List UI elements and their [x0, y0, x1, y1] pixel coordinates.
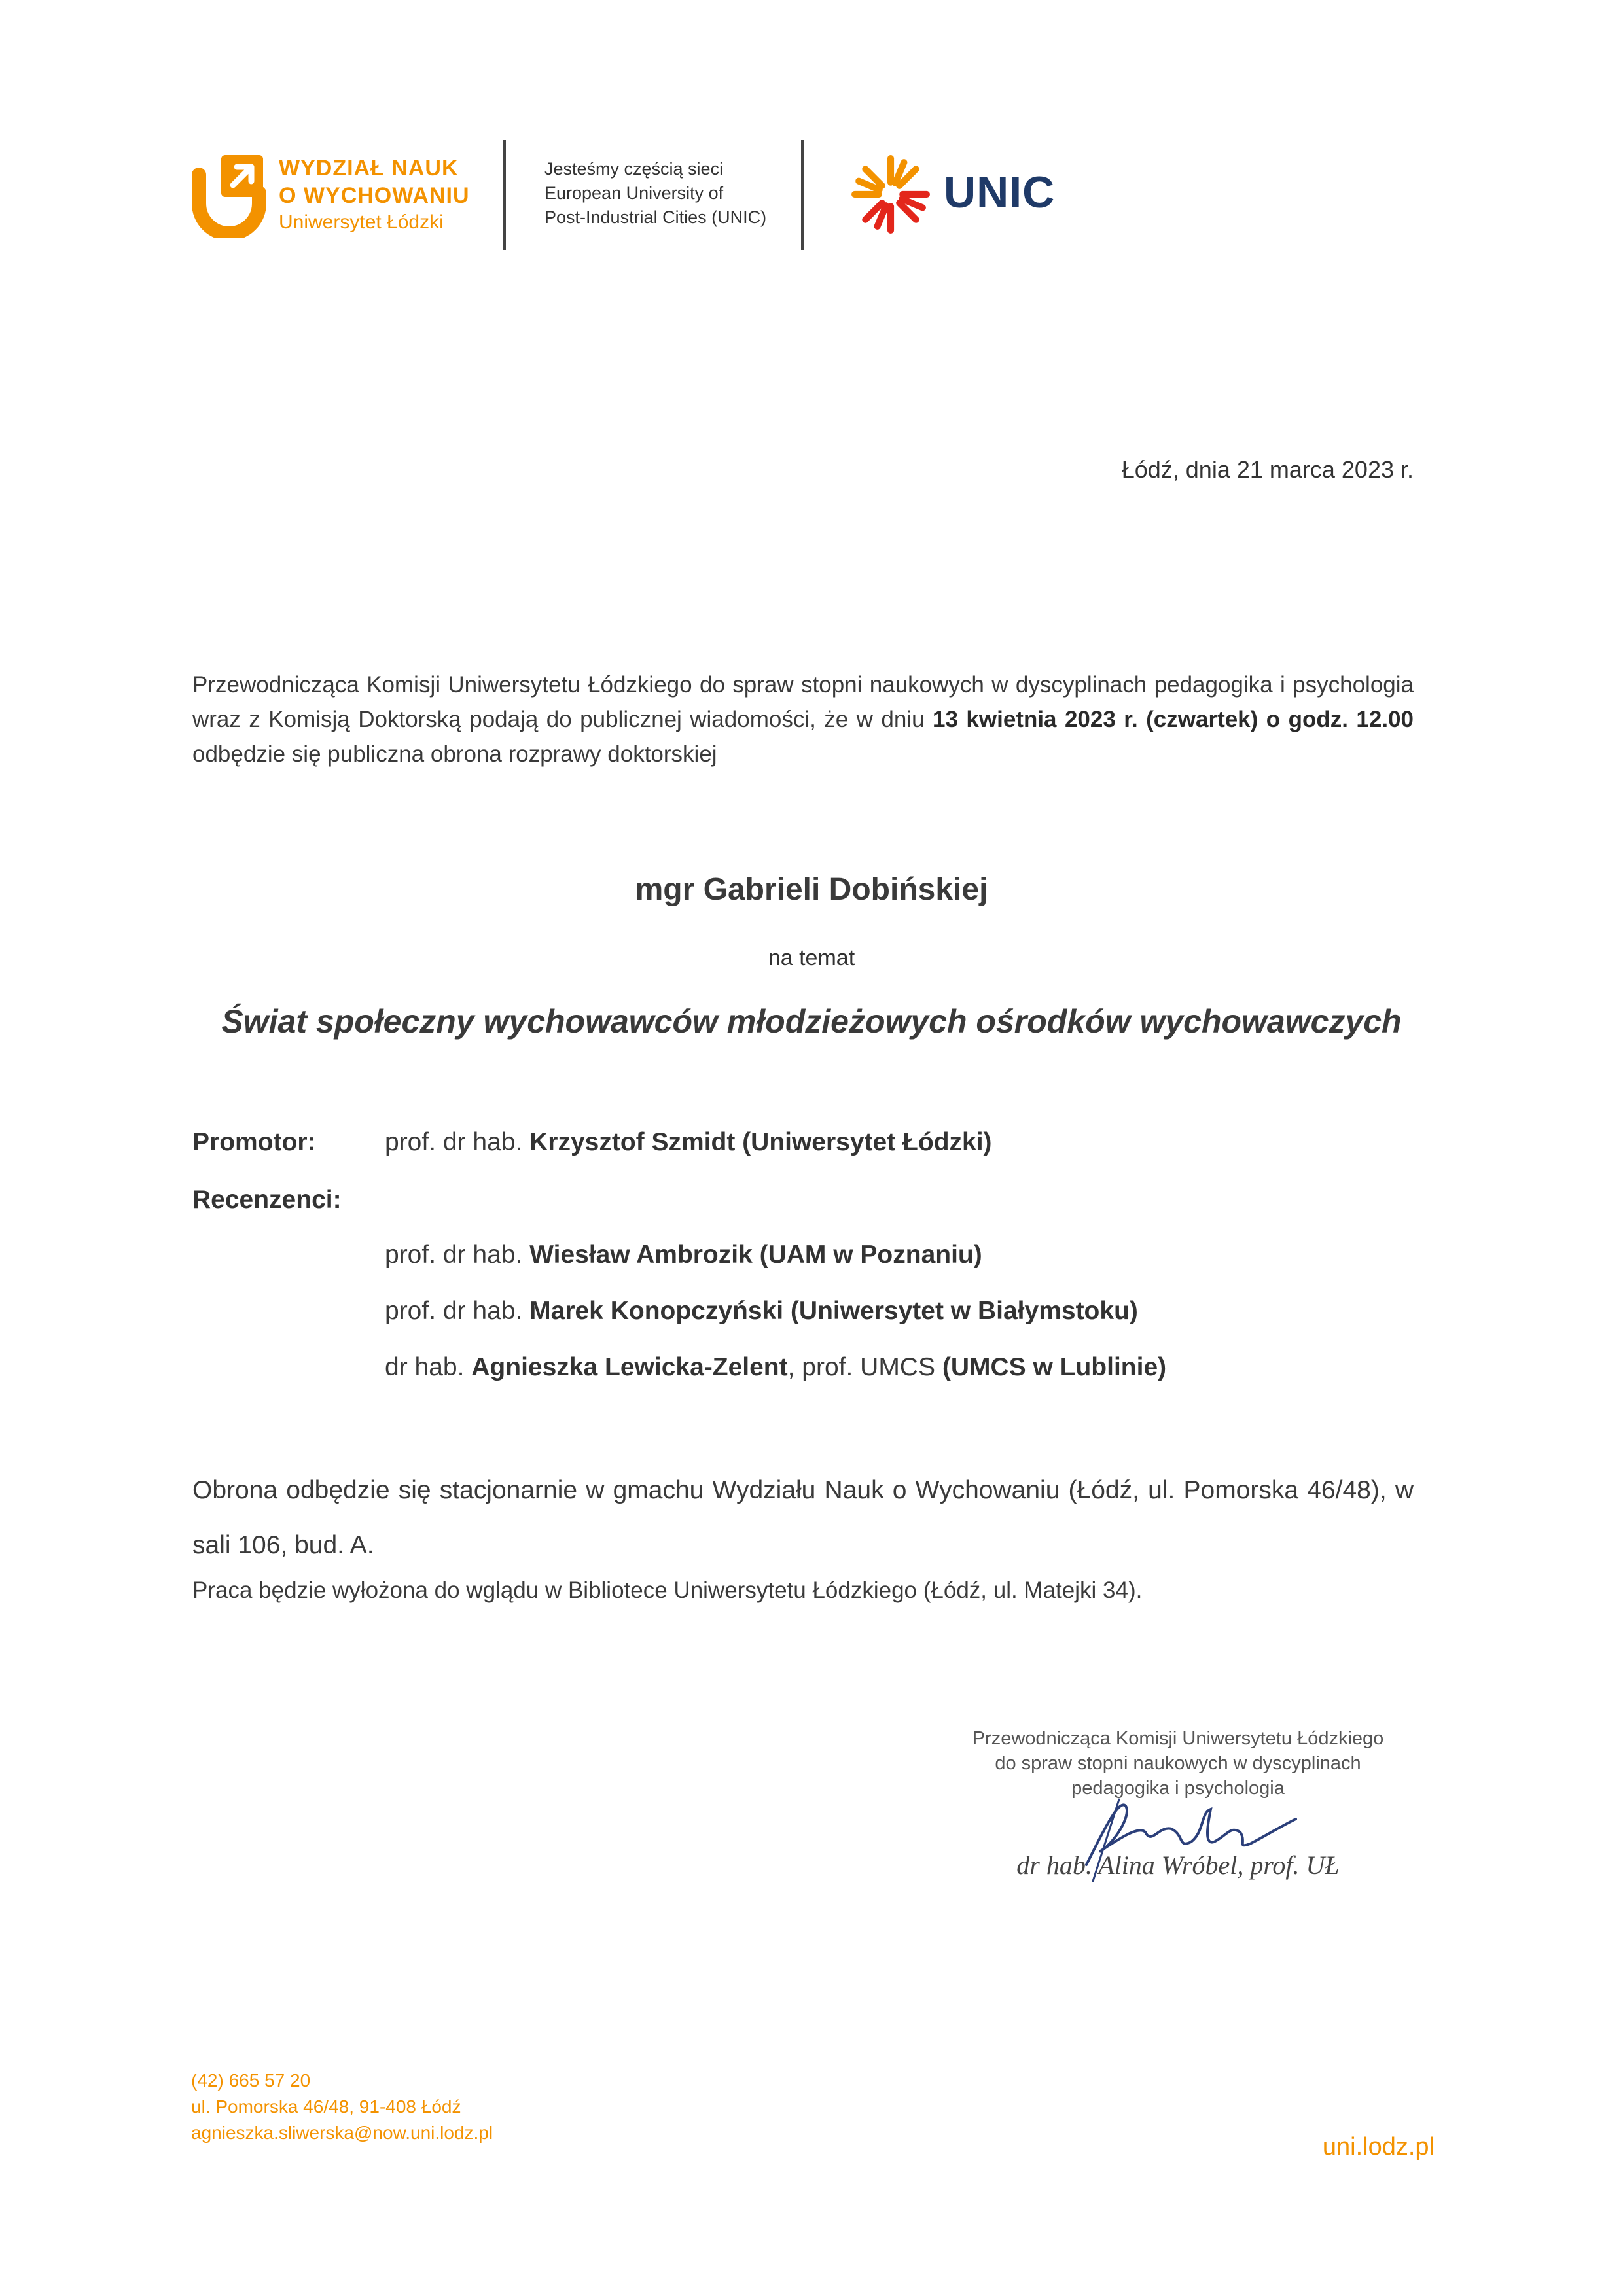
network-membership-text: Jesteśmy częścią sieci European University of Post-Industrial Cities (UNIC): [544, 159, 767, 227]
signatory-name: dr hab. Alina Wróbel, prof. UŁ: [1016, 1850, 1340, 1880]
footer-email[interactable]: agnieszka.sliwerska@now.uni.lodz.pl: [191, 2123, 493, 2143]
signature-stamp: Przewodnicząca Komisji Uniwersytetu Łódzkiego do spraw stopni naukowych w dyscyplinach pedagogika i psychologia: [972, 1728, 1384, 1799]
reviewers-label: Recenzenci:: [192, 1186, 342, 1214]
university-name: Uniwersytet Łódzki: [279, 211, 444, 233]
faculty-name: WYDZIAŁ NAUK O WYCHOWANIU: [279, 156, 470, 208]
promotor-label: Promotor:: [192, 1128, 316, 1156]
reviewer-entry: prof. dr hab. Wiesław Ambrozik (UAM w Poznaniu): [385, 1241, 982, 1269]
announcement-intro: Przewodnicząca Komisji Uniwersytetu Łódzkiego do spraw stopni naukowych w dyscyplinach pedagogika i psychologia wraz z Komisją Doktorską podają do publicznej wiadomości, że w dniu 13 kwietnia 2023 r. (czwartek) o godz. 12.00 odbędzie się publiczna obrona rozprawy doktorskiej: [192, 672, 1414, 767]
reviewer-entry: prof. dr hab. Marek Konopczyński (Uniwersytet w Białymstoku): [385, 1297, 1138, 1325]
topic-label: na temat: [768, 945, 855, 970]
unic-name: UNIC: [944, 168, 1056, 217]
footer-website[interactable]: uni.lodz.pl: [1322, 2133, 1435, 2161]
candidate-name: mgr Gabrieli Dobińskiej: [635, 872, 988, 907]
thesis-title: Świat społeczny wychowawców młodzieżowych ośrodków wychowawczych: [221, 1003, 1402, 1040]
promotor-entry: prof. dr hab. Krzysztof Szmidt (Uniwersytet Łódzki): [385, 1128, 992, 1156]
defense-date: 13 kwietnia 2023 r. (czwartek) o godz. 12.00: [933, 707, 1414, 732]
reviewer-entry: dr hab. Agnieszka Lewicka-Zelent, prof. UMCS (UMCS w Lublinie): [385, 1353, 1167, 1381]
document-date: Łódź, dnia 21 marca 2023 r.: [1121, 456, 1414, 483]
header-divider: [801, 140, 804, 250]
footer-contact: [191, 2068, 493, 2146]
defense-location: Obrona odbędzie się stacjonarnie w gmachu Wydziału Nauk o Wychowaniu (Łódź, ul. Pomorska 46/48), w sali 106, bud. A.: [192, 1476, 1414, 1559]
footer-phone: (42) 665 57 20: [191, 2070, 311, 2091]
footer-address: ul. Pomorska 46/48, 91-408 Łódź: [191, 2096, 461, 2117]
unic-starburst-icon: [851, 154, 931, 234]
library-notice: Praca będzie wyłożona do wglądu w Bibliotece Uniwersytetu Łódzkiego (Łódź, ul. Matejki 34).: [192, 1578, 1143, 1603]
header-divider: [503, 140, 506, 250]
faculty-logo-icon: [190, 152, 268, 238]
